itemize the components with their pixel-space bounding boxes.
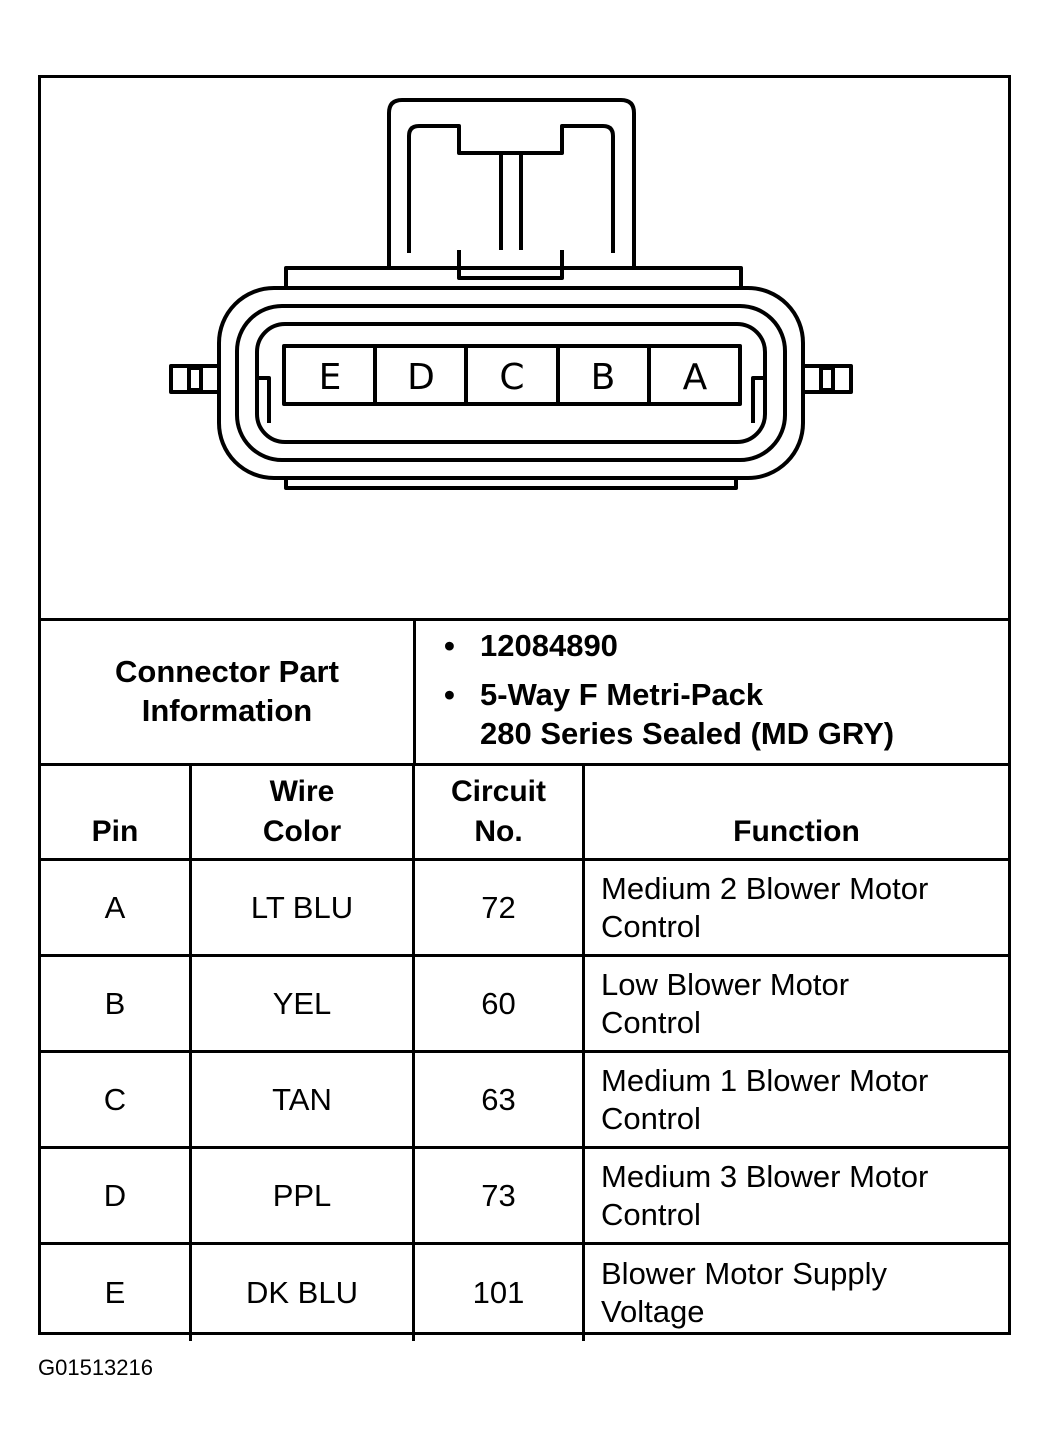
function-line2: Control [601, 1196, 701, 1232]
part-info-label-line1: Connector Part [115, 653, 339, 689]
header-circuit-no [415, 766, 585, 858]
function-line2: Control [601, 1100, 701, 1136]
header-function: Function [733, 815, 860, 848]
part-description-line1: • 5-Way F Metri-Pack [480, 677, 764, 712]
function-line1: Medium 3 Blower Motor [601, 1158, 929, 1194]
cavity-label-e: E [318, 357, 342, 398]
function-line1: Medium 2 Blower Motor [601, 870, 929, 906]
part-description [480, 675, 894, 753]
header-circuit-line1: Circuit [450, 775, 546, 808]
function-line2: Control [601, 1004, 701, 1040]
circuit-cell: 72 [415, 861, 585, 954]
wire-color-cell: DK BLU [192, 1245, 415, 1341]
function-line2: Control [601, 908, 701, 944]
header-pin: Pin [41, 766, 192, 858]
connector-diagram [41, 78, 1008, 621]
header-circuit-line2: No. [474, 815, 523, 848]
pin-cell: D [41, 1149, 192, 1242]
figure-id: G01513216 [38, 1355, 153, 1380]
pin-cell: B [41, 957, 192, 1050]
cavity-label-c: C [499, 357, 525, 398]
part-description-line2: 280 Series Sealed (MD GRY) [480, 716, 895, 751]
header-wire-color-line1: Wire [269, 775, 335, 808]
wire-color-cell: TAN [192, 1053, 415, 1146]
part-info-label-line2: Information [141, 692, 313, 728]
table-row [41, 957, 1008, 1053]
function-cell [585, 1053, 1008, 1146]
circuit-cell: 60 [415, 957, 585, 1050]
pin-cell: E [41, 1245, 192, 1341]
part-info-list [416, 618, 1008, 763]
cavity-label-b: B [590, 357, 616, 398]
connector-part-info-row [41, 618, 1008, 766]
function-line1: Low Blower Motor [601, 966, 850, 1002]
circuit-cell: 73 [415, 1149, 585, 1242]
wire-color-cell: PPL [192, 1149, 415, 1242]
pin-cell: C [41, 1053, 192, 1146]
function-cell [585, 1245, 1008, 1341]
header-wire-color-line2: Color [262, 815, 342, 848]
pinout-table [41, 618, 1008, 1341]
function-line1: Blower Motor Supply [601, 1256, 888, 1291]
function-cell [585, 861, 1008, 954]
circuit-cell: 101 [415, 1245, 585, 1341]
wire-color-cell: YEL [192, 957, 415, 1050]
part-info-label [41, 618, 416, 763]
table-row [41, 861, 1008, 957]
table-row [41, 1245, 1008, 1341]
part-number: • 12084890 [480, 626, 618, 665]
circuit-cell: 63 [415, 1053, 585, 1146]
connector-face-drawing [41, 78, 1008, 618]
wire-color-cell: LT BLU [192, 861, 415, 954]
pin-cell: A [41, 861, 192, 954]
table-row [41, 1149, 1008, 1245]
function-cell [585, 1149, 1008, 1242]
function-cell [585, 957, 1008, 1050]
cavity-label-a: A [682, 357, 708, 398]
cavity-label-d: D [407, 357, 435, 398]
table-header-row [41, 766, 1008, 861]
table-row [41, 1053, 1008, 1149]
connector-info-frame [38, 75, 1011, 1335]
header-wire-color [192, 766, 415, 858]
function-line1: Medium 1 Blower Motor [601, 1062, 929, 1098]
function-line2: Voltage [601, 1294, 705, 1329]
